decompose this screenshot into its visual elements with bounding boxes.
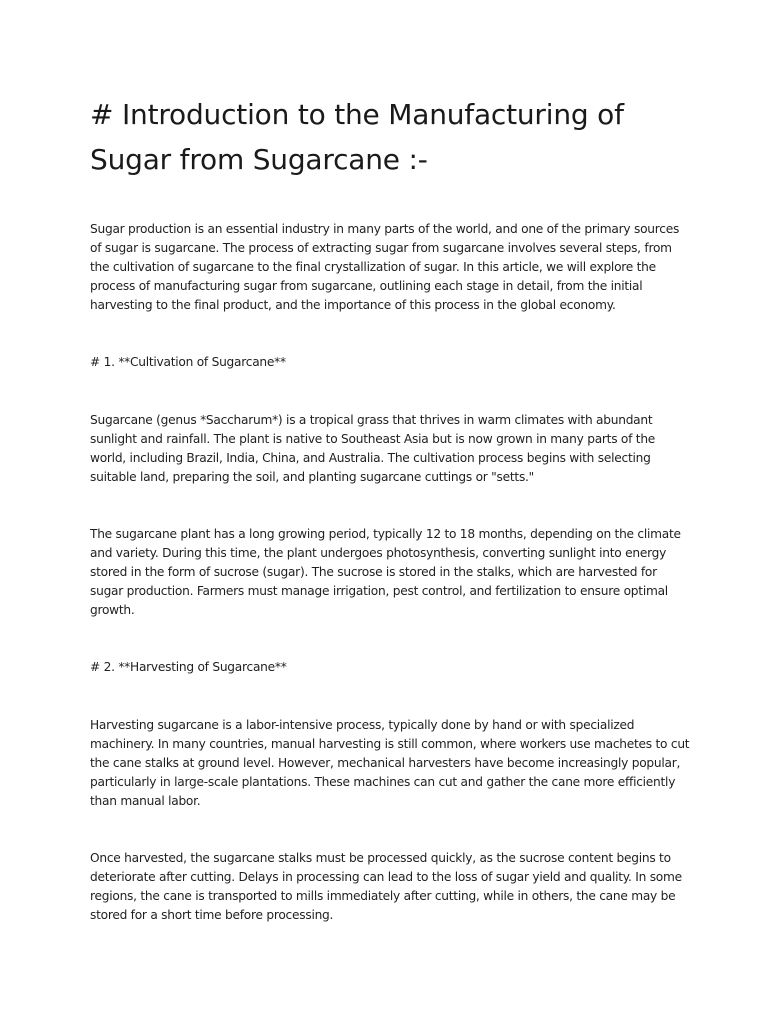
section-heading-harvesting: # 2. **Harvesting of Sugarcane** [90, 660, 287, 675]
harvesting-paragraph-1: Harvesting sugarcane is a labor-intensive process, typically done by hand or with specialized machinery. In many countries, manual harvesting is still common, where workers use machetes to cut the cane stalks at ground level. However, mechanical harvesters have become increasingly popular, particularly in large-scale plantations. These machines can cut and gather the cane more efficiently than manual labor. [90, 717, 690, 808]
cultivation-paragraph-2: The sugarcane plant has a long growing period, typically 12 to 18 months, depending on the climate and variety. During this time, the plant undergoes photosynthesis, converting sunlight into energy stored in the form of sucrose (sugar). The sucrose is stored in the stalks, which are harvested for sugar production. Farmers must manage irrigation, pest control, and fertilization to ensure optimal growth. [90, 526, 681, 618]
section-heading-cultivation: # 1. **Cultivation of Sugarcane** [90, 355, 286, 370]
intro-paragraph: Sugar production is an essential industry in many parts of the world, and one of the primary sources of sugar is sugarcane. The process of extracting sugar from sugarcane involves several steps, from the cultivation of sugarcane to the final crystallization of sugar. In this article, we will explore the process of manufacturing sugar from sugarcane, outlining each stage in detail, from the initial harvesting to the final product, and the importance of this process in the global economy. [90, 222, 680, 313]
document-content [90, 92, 690, 925]
document-title: # Introduction to the Manufacturing of Sugar from Sugarcane :- [90, 98, 624, 176]
cultivation-paragraph-1: Sugarcane (genus *Saccharum*) is a tropical grass that thrives in warm climates with abundant sunlight and rainfall. The plant is native to Southeast Asia but is now grown in many parts of the world, including Brazil, India, China, and Australia. The cultivation process begins with selecting suitable land, preparing the soil, and planting sugarcane cuttings or "setts." [90, 412, 656, 484]
harvesting-paragraph-2: Once harvested, the sugarcane stalks must be processed quickly, as the sucrose content begins to deteriorate after cutting. Delays in processing can lead to the loss of sugar yield and quality. In some regions, the cane is transported to mills immediately after cutting, while in others, the cane may be stored for a short time before processing. [90, 850, 682, 923]
